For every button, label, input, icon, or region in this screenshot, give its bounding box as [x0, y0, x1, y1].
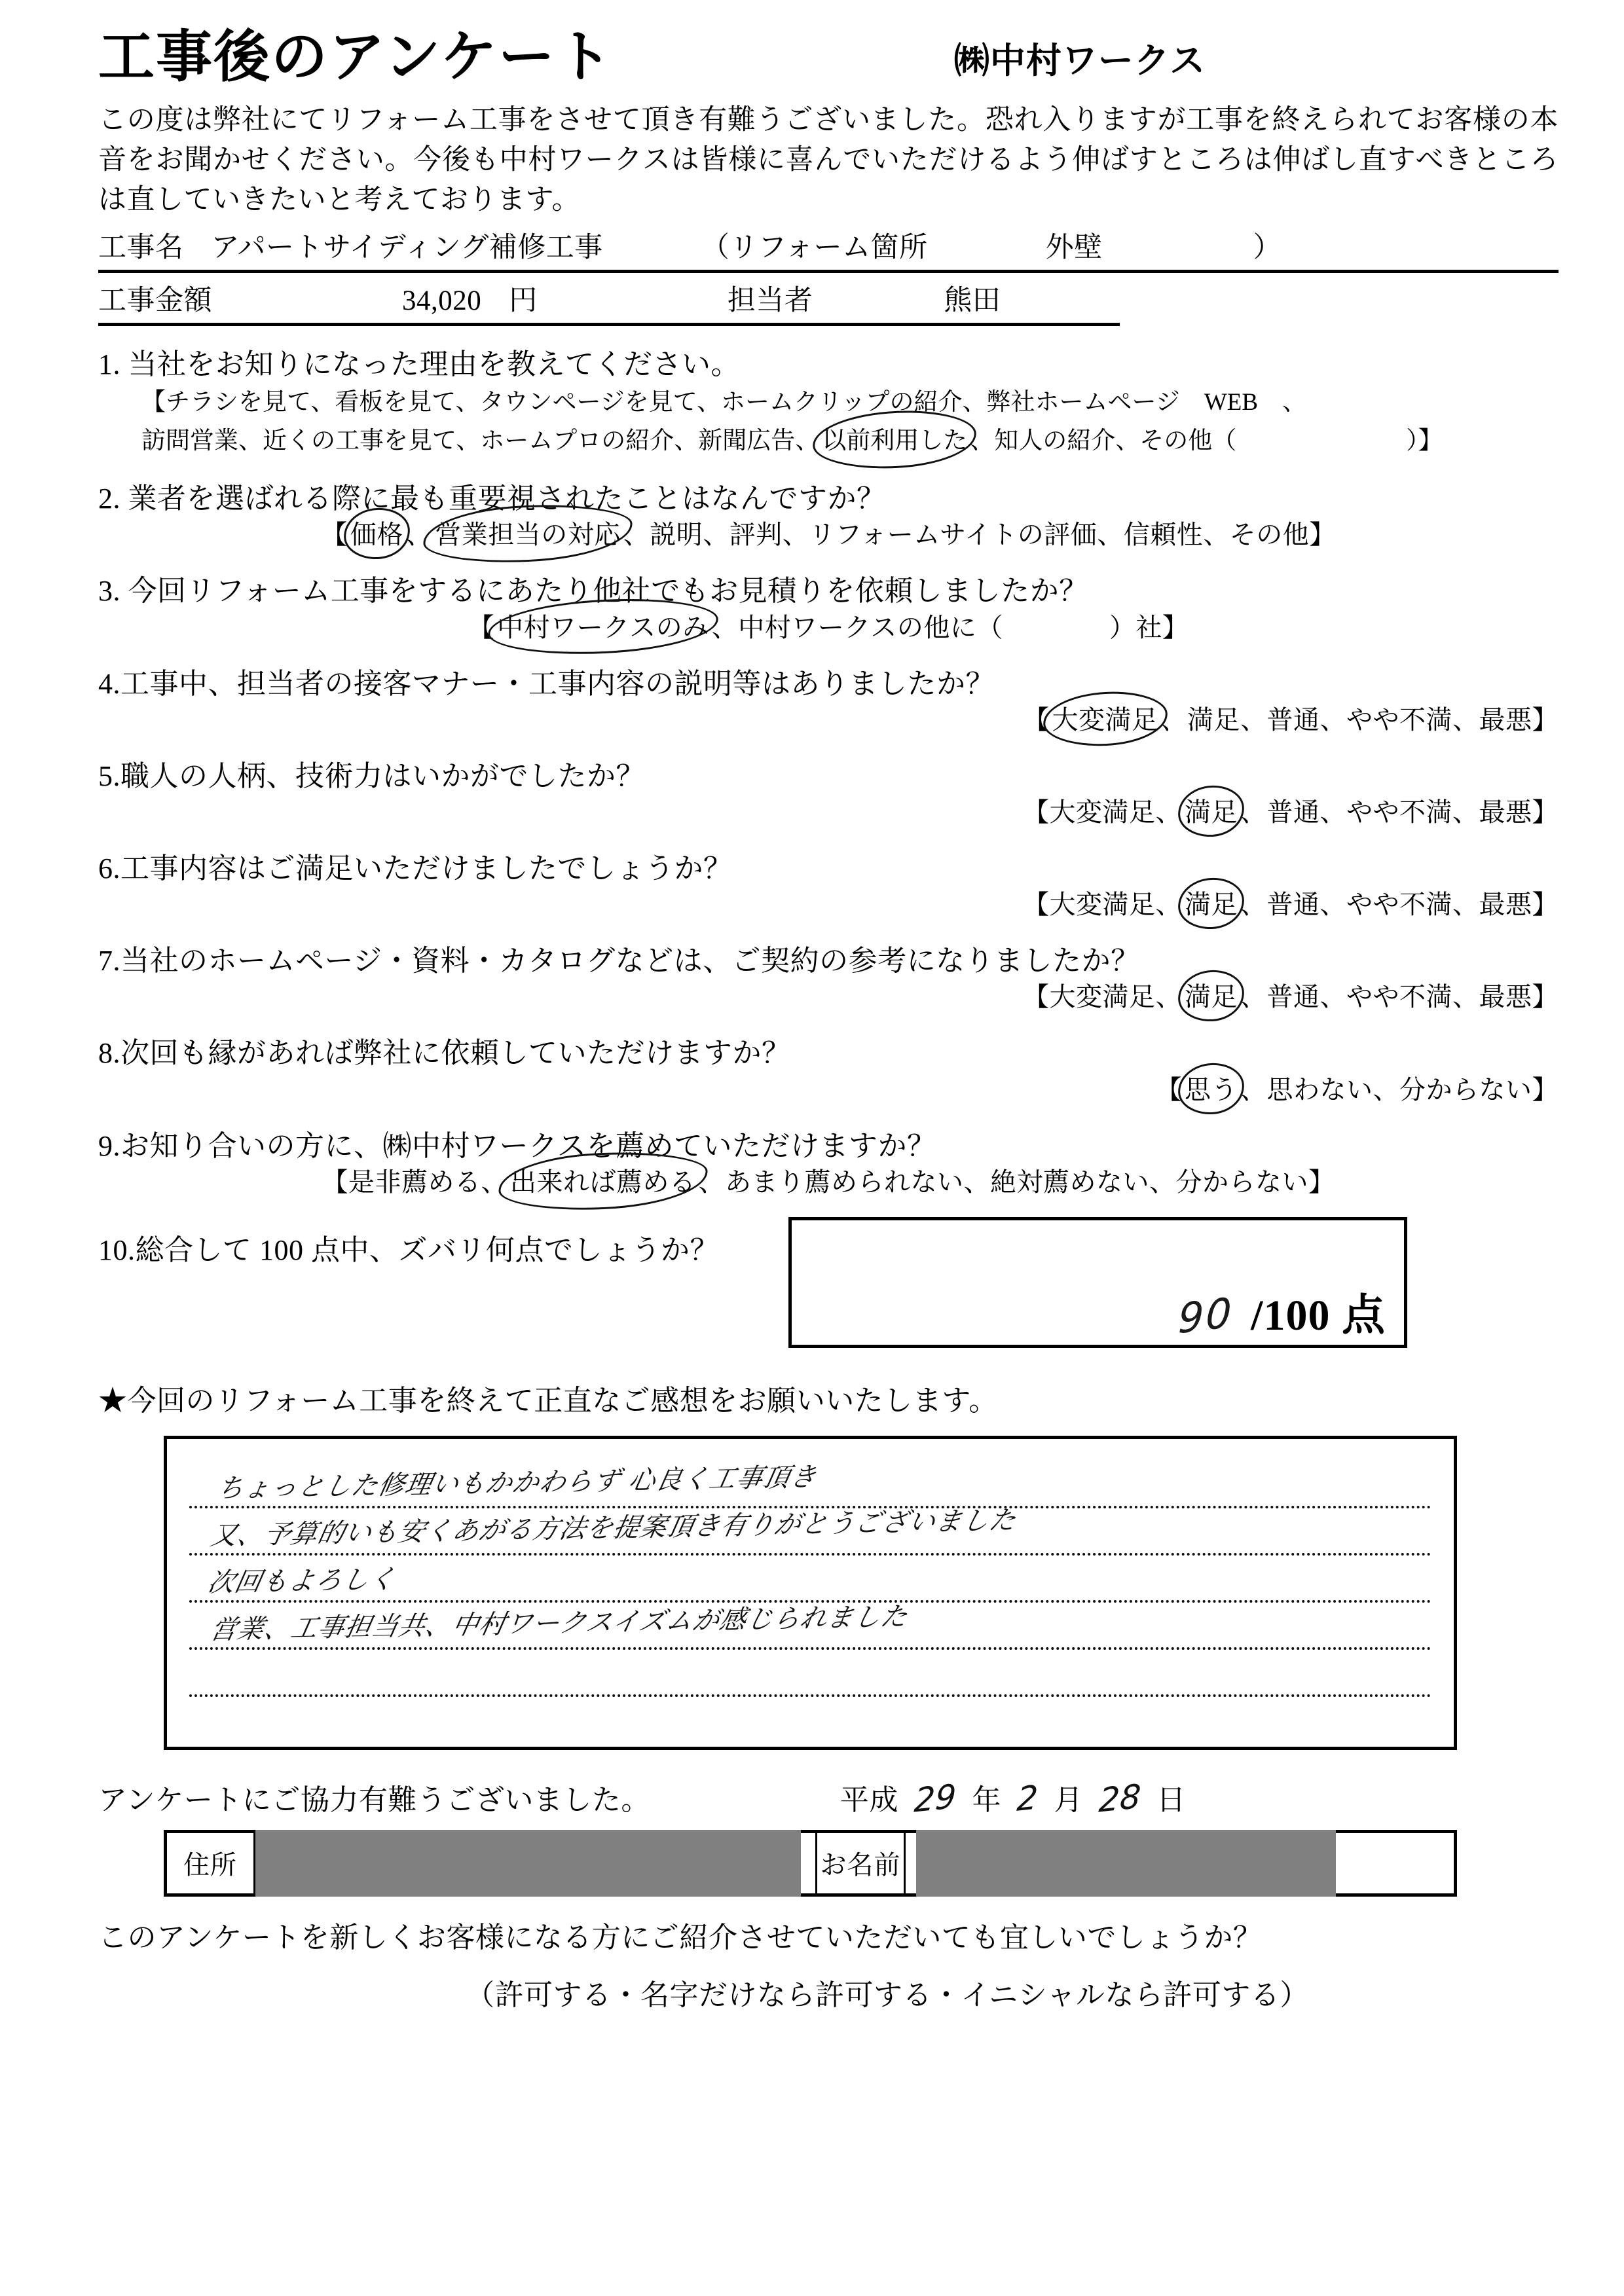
question-1-label: 当社をお知りになった理由を教えてください。: [128, 348, 740, 380]
question-3: [98, 572, 1559, 645]
name-field[interactable]: [906, 1833, 1454, 1893]
date-day-value: 28: [1097, 1777, 1143, 1820]
question-2-separator: 、: [405, 520, 433, 550]
question-10: [98, 1217, 1559, 1348]
question-4-selected-answer[interactable]: 大変満足: [1050, 702, 1161, 738]
question-1-options-line-1: [141, 383, 1559, 422]
question-7-selected-answer[interactable]: 満足: [1182, 979, 1240, 1015]
question-8-selected-answer[interactable]: 思う: [1182, 1072, 1240, 1108]
reform-location-label: （リフォーム箇所: [701, 232, 928, 263]
date-day-unit: 日: [1156, 1783, 1186, 1816]
question-8: [98, 1034, 1559, 1107]
question-5-label: 職人の人柄、技術力はいかがでしたか？: [120, 759, 645, 792]
question-2-selected-answer-price[interactable]: 価格: [348, 517, 406, 553]
date-year-unit: 年: [972, 1783, 1001, 1816]
question-10-text: [98, 1217, 719, 1268]
question-1-options-part-b[interactable]: 訪問営業、近くの工事を見て、ホームプロの紹介、新聞広告、: [141, 428, 820, 455]
question-5-selected-answer[interactable]: 満足: [1182, 795, 1240, 830]
free-comment-box[interactable]: [164, 1436, 1457, 1750]
thanks-text: アンケートにご協力有難うございました。: [98, 1783, 650, 1816]
question-10-label: 総合して 100 点中、ズバリ何点でしょうか？: [135, 1233, 719, 1266]
question-2-bracket-open: 【: [321, 520, 348, 550]
question-5: [98, 757, 1559, 830]
question-4-label: 工事中、担当者の接客マナー・工事内容の説明等はありましたか？: [120, 667, 995, 700]
name-redaction-bar: [916, 1830, 1336, 1897]
question-1: [98, 346, 1559, 461]
question-7-options: [98, 979, 1559, 1015]
question-9-text: [98, 1127, 1559, 1165]
question-9-number: 9.: [98, 1129, 120, 1162]
question-9-bracket-open: 【是非薦める、: [322, 1167, 507, 1197]
intro-paragraph: この度は弊社にてリフォーム工事をさせて頂き有難うございました。恐れ入りますが工事を終えられてお客様の本音をお聞かせください。今後も中村ワークスは皆様に喜んでいただけるよう伸ばすところは伸ばし直すべきところは直していきたいと考えております。: [98, 104, 1559, 215]
question-4: [98, 665, 1559, 738]
comment-handwritten-line-1: ちょっとした修理いもかかわらず 心良く工事頂き: [214, 1462, 820, 1504]
free-comment-prompt: ★今回のリフォーム工事を終えて正直なご感想をお願いいたします。: [98, 1384, 998, 1417]
question-7-number: 7.: [98, 945, 120, 977]
date-month-unit: 月: [1054, 1783, 1083, 1816]
question-7-bracket-open: 【大変満足、: [1023, 982, 1182, 1012]
question-6-number: 6.: [98, 852, 120, 885]
page-title: 工事後のアンケート: [98, 26, 614, 88]
question-1-options-part-c[interactable]: 、知人の紹介、その他（ ）】: [970, 428, 1443, 455]
question-3-selected-answer[interactable]: 中村ワークスのみ: [494, 610, 712, 646]
question-6-selected-answer[interactable]: 満足: [1182, 887, 1240, 922]
question-7-label: 当社のホームページ・資料・カタログなどは、ご契約の参考になりましたか？: [120, 945, 1140, 977]
question-5-bracket-open: 【大変満足、: [1023, 797, 1182, 828]
question-8-text: [98, 1034, 1559, 1072]
comment-handwritten-line-2: 又、予算的いも安くあがる方法を提案頂き有りがとうございました: [208, 1504, 1020, 1551]
project-name-value: アパートサイディング補修工事: [211, 232, 603, 263]
address-label: 住所: [167, 1833, 255, 1893]
question-2: [98, 480, 1559, 553]
project-amount-row: [98, 282, 1120, 326]
question-8-label: 次回も縁があれば弊社に依頼していただけますか？: [120, 1037, 791, 1070]
comment-rule-4: [189, 1647, 1431, 1650]
question-3-remaining-options[interactable]: 、中村ワークスの他に（ ）社】: [711, 612, 1189, 642]
question-3-text: [98, 572, 1559, 610]
era-label: 平成: [840, 1783, 898, 1816]
question-6-bracket-open: 【大変満足、: [1023, 890, 1182, 920]
reform-location-close: ）: [1253, 232, 1282, 263]
question-1-number: 1.: [98, 348, 120, 380]
question-4-options: [98, 702, 1559, 738]
question-1-selected-answer[interactable]: 以前利用した: [819, 422, 970, 460]
question-2-number: 2.: [98, 483, 120, 515]
question-4-number: 4.: [98, 667, 120, 700]
question-9-selected-answer[interactable]: 出来れば薦める: [507, 1165, 699, 1200]
question-3-bracket-open: 【: [468, 612, 495, 642]
comment-handwritten-line-3: 次回もよろしく: [205, 1564, 399, 1598]
question-10-number: 10.: [98, 1233, 136, 1266]
question-3-label: 今回リフォーム工事をするにあたり他社でもお見積りを依頼しましたか？: [128, 575, 1088, 608]
question-1-options: [98, 383, 1559, 460]
comment-handwritten-line-4: 営業、工事担当共、中村ワークスイズムが感じられました: [208, 1601, 911, 1645]
question-6-label: 工事内容はご満足いただけましたでしょうか？: [120, 852, 733, 885]
question-4-text: [98, 665, 1559, 702]
question-7-text: [98, 942, 1559, 979]
question-8-options: [98, 1072, 1559, 1108]
date-group: [840, 1776, 1186, 1818]
survey-sheet: [98, 26, 1559, 2013]
question-2-options: [98, 517, 1559, 553]
question-8-remaining-options[interactable]: 、思わない、分からない】: [1240, 1074, 1559, 1104]
project-name-label: 工事名: [98, 232, 184, 263]
question-4-bracket-open: 【: [1023, 704, 1050, 735]
question-5-number: 5.: [98, 759, 120, 792]
question-5-remaining-options[interactable]: 、普通、やや不満、最悪】: [1240, 797, 1559, 828]
company-name: ㈱中村ワークス: [953, 41, 1206, 81]
staff-label: 担当者: [727, 285, 813, 316]
amount-value: 34,020: [402, 285, 482, 316]
permission-question: このアンケートを新しくお客様になる方にご紹介させていただいても宜しいでしょうか？: [98, 1921, 1263, 1954]
question-2-remaining-options[interactable]: 、説明、評判、リフォームサイトの評価、信頼性、その他】: [623, 520, 1336, 550]
customer-id-table: [164, 1830, 1457, 1897]
question-6-text: [98, 850, 1559, 887]
question-9-remaining-options[interactable]: 、あまり薦められない、絶対薦めない、分からない】: [698, 1167, 1335, 1197]
question-8-number: 8.: [98, 1037, 120, 1070]
thanks-row: [98, 1776, 1559, 1818]
comment-rule-2: [189, 1553, 1431, 1556]
question-4-remaining-options[interactable]: 、満足、普通、やや不満、最悪】: [1160, 704, 1559, 735]
permission-options[interactable]: （許可する・名字だけなら許可する・イニシャルなら許可する）: [466, 1978, 1309, 2011]
score-content: [1178, 1280, 1386, 1342]
question-5-options: [98, 795, 1559, 830]
address-field[interactable]: [255, 1833, 817, 1893]
comment-rule-5: [189, 1694, 1431, 1697]
question-2-text: [98, 480, 1559, 517]
question-6-remaining-options[interactable]: 、普通、やや不満、最悪】: [1240, 890, 1559, 920]
project-name-row: [98, 229, 1559, 273]
score-input-box[interactable]: [788, 1217, 1407, 1348]
question-6-options: [98, 887, 1559, 922]
date-month-value: 2: [1016, 1777, 1040, 1819]
question-2-selected-answer-sales[interactable]: 営業担当の対応: [432, 517, 623, 553]
question-7: [98, 942, 1559, 1015]
address-redaction-bar: [255, 1830, 801, 1897]
question-1-options-line-2: [141, 422, 1559, 460]
question-2-label: 業者を選ばれる際に最も重要視されたことはなんですか？: [128, 483, 886, 515]
question-9: [98, 1127, 1559, 1200]
question-9-label: お知り合いの方に、㈱中村ワークスを薦めていただけますか？: [120, 1129, 936, 1162]
staff-value: 熊田: [944, 285, 1001, 316]
question-9-options: [98, 1165, 1559, 1200]
reform-location-value: 外壁: [1045, 232, 1103, 263]
name-label: お名前: [817, 1833, 906, 1893]
question-3-number: 3.: [98, 575, 120, 608]
amount-unit: 円: [509, 285, 538, 316]
date-year-value: 29: [912, 1777, 958, 1820]
question-1-text: [98, 346, 1559, 383]
question-8-bracket-open: 【: [1155, 1074, 1182, 1104]
question-5-text: [98, 757, 1559, 795]
question-7-remaining-options[interactable]: 、普通、やや不満、最悪】: [1240, 982, 1559, 1012]
question-6: [98, 850, 1559, 922]
question-1-options-part-a[interactable]: 【チラシを見て、看板を見て、タウンページを見て、ホームクリップの紹介、弊社ホームページ WEB 、: [141, 388, 1307, 416]
document-header: [98, 26, 1559, 88]
score-handwritten-value: 90: [1177, 1288, 1235, 1343]
score-denominator: /100 点: [1251, 1291, 1386, 1339]
question-3-options: [98, 610, 1559, 646]
amount-label: 工事金額: [98, 285, 212, 316]
